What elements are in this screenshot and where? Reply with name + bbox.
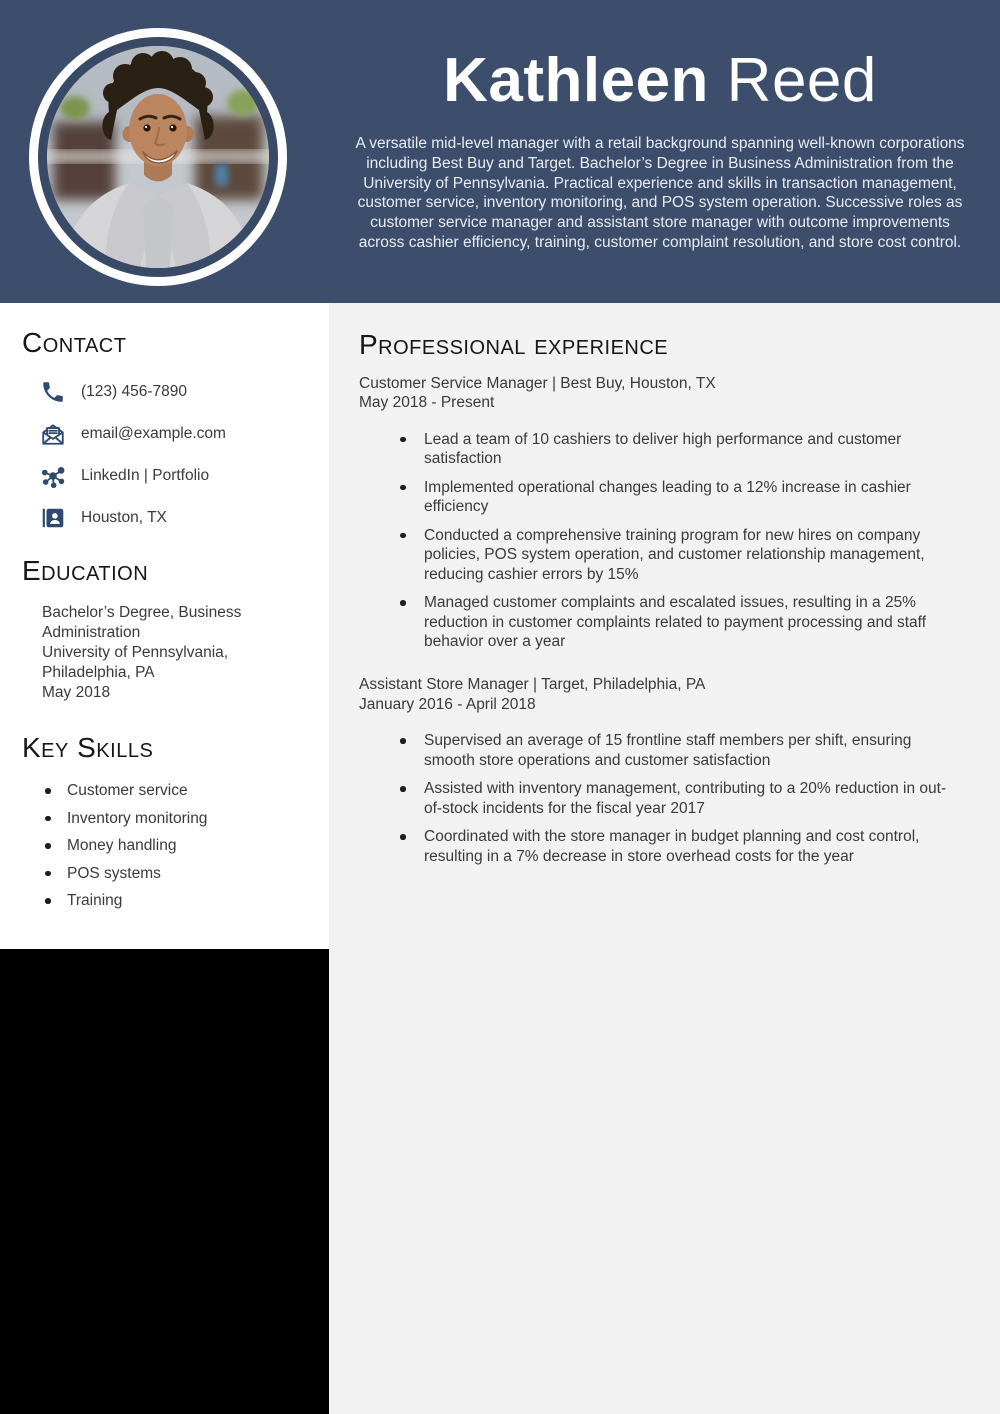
education-degree: Bachelor’s Degree, Business Administration — [42, 603, 242, 641]
contact-row-email[interactable] — [22, 421, 315, 447]
contact-list — [22, 379, 315, 531]
contact-row-links[interactable] — [22, 463, 315, 489]
contact-phone: (123) 456-7890 — [81, 382, 187, 400]
header-band — [0, 0, 1000, 303]
job-bullet: Coordinated with the store manager in budget planning and cost control, resulting in a 7% decrease in store overhead costs for the year — [424, 827, 960, 866]
phone-icon — [40, 379, 66, 405]
job-bullet: Implemented operational changes leading to a 12% increase in cashier efficiency — [424, 478, 960, 517]
job-header — [359, 374, 960, 413]
experience-heading: Professional experience — [359, 329, 669, 360]
key-skills-list — [45, 781, 315, 910]
education-date: May 2018 — [42, 683, 111, 701]
header-text-block — [340, 0, 980, 303]
contact-row-location — [22, 505, 315, 531]
profile-photo — [29, 28, 287, 286]
key-skills-heading: Key Skills — [22, 731, 154, 763]
candidate-last-name: Reed — [726, 46, 877, 115]
contact-location: Houston, TX — [81, 508, 167, 526]
job-entry-2 — [359, 675, 960, 866]
black-placeholder-block — [0, 949, 329, 1414]
job-entry-1 — [359, 374, 960, 651]
network-icon — [40, 463, 66, 489]
job-dates: January 2016 - April 2018 — [359, 695, 536, 713]
job-bullet-list — [359, 731, 960, 866]
skill-item: Training — [45, 891, 315, 910]
job-title: Assistant Store Manager | Target, Philadelphia, PA — [359, 676, 706, 694]
education-heading: Education — [22, 554, 149, 586]
contact-heading: Contact — [22, 327, 127, 358]
main-content — [329, 303, 1000, 1414]
job-bullet-list — [359, 430, 960, 651]
skill-item: Customer service — [45, 781, 315, 800]
candidate-name — [340, 48, 980, 113]
education-school: University of Pennsylvania, Philadelphia, PA — [42, 643, 229, 681]
job-bullet: Conducted a comprehensive training program for new hires on company policies, POS system operation, and customer relationship management, reducing cashier errors by 15% — [424, 526, 960, 584]
contact-email[interactable]: email@example.com — [81, 424, 226, 442]
email-icon — [40, 421, 66, 447]
skill-item: POS systems — [45, 864, 315, 883]
contact-row-phone — [22, 379, 315, 405]
skill-item: Inventory monitoring — [45, 809, 315, 828]
profile-photo-image — [29, 28, 287, 286]
job-header — [359, 675, 960, 714]
sidebar — [0, 303, 329, 949]
contact-card-icon — [40, 505, 66, 531]
education-entry — [42, 603, 260, 703]
contact-links[interactable]: LinkedIn | Portfolio — [81, 466, 210, 484]
skill-item: Money handling — [45, 836, 315, 855]
candidate-first-name: Kathleen — [443, 46, 709, 115]
job-bullet: Assisted with inventory management, contributing to a 20% reduction in out-of-stock incidents for the fiscal year 2017 — [424, 779, 960, 818]
job-title: Customer Service Manager | Best Buy, Houston, TX — [359, 374, 716, 392]
professional-summary: A versatile mid-level manager with a retail background spanning well-known corporations including Best Buy and Target. Bachelor’s Degree in Business Administration from the University of Pennsylvania. Practical experience and skills in transaction management, customer service, inventory monitoring, and POS system operation. Successive roles as customer service manager and assistant store manager with outcome improvements across cashier efficiency, training, customer complaint resolution, and store cost control. — [355, 135, 965, 251]
job-dates: May 2018 - Present — [359, 394, 495, 412]
job-bullet: Managed customer complaints and escalated issues, resulting in a 25% reduction in customer complaints related to payment processing and staff behavior over a year — [424, 593, 960, 651]
job-bullet: Supervised an average of 15 frontline staff members per shift, ensuring smooth store operations and customer satisfaction — [424, 731, 960, 770]
job-bullet: Lead a team of 10 cashiers to deliver high performance and customer satisfaction — [424, 430, 960, 469]
